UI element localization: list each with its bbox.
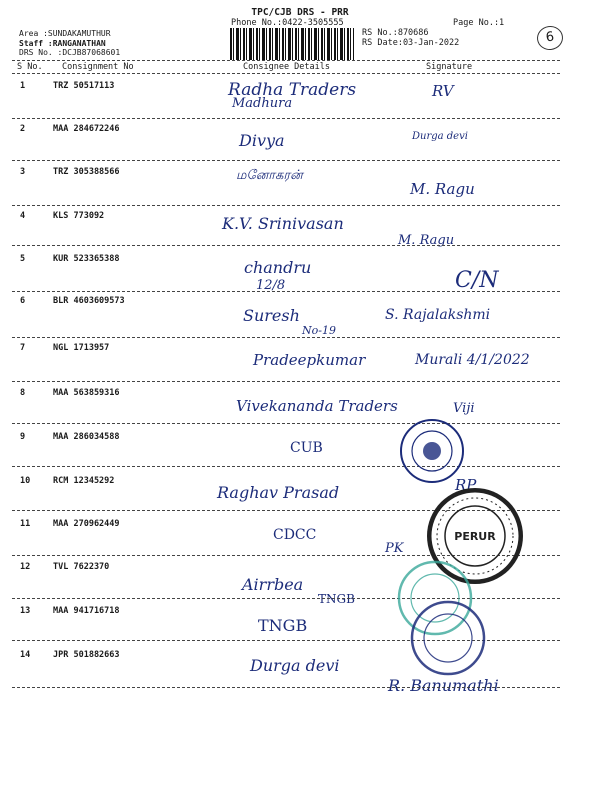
phone-number: Phone No.:0422-3505555 — [231, 18, 344, 28]
column-header-consignee: Consignee Details — [243, 62, 330, 72]
row-consignment: MAA 284672246 — [53, 124, 120, 134]
row-consignment: TVL 7622370 — [53, 562, 110, 572]
column-header-signature: Signature — [426, 62, 473, 72]
rs-number: RS No.:870686 — [362, 28, 429, 38]
row-divider — [12, 466, 560, 467]
row-sno: 12 — [20, 562, 31, 572]
row-consignment: MAA 941716718 — [53, 606, 120, 616]
row-sno: 13 — [20, 606, 31, 616]
row-divider — [12, 291, 560, 292]
row-consignee-note: TNGB — [318, 592, 355, 606]
row-consignment: KUR 523365388 — [53, 254, 120, 264]
row-consignment: TRZ 50517113 — [53, 81, 115, 91]
row-signature: M. Ragu — [410, 180, 475, 198]
row-sno: 8 — [20, 388, 26, 398]
header-divider — [12, 60, 560, 61]
row-divider — [12, 423, 560, 424]
row-sno: 3 — [20, 167, 26, 177]
row-consignee: Pradeepkumar — [253, 351, 366, 369]
city-union-bank-stamp — [399, 418, 465, 484]
row-sno: 14 — [20, 650, 31, 660]
drs-number: DRS No. :DCJB87068601 — [19, 48, 121, 57]
row-signature: Durga devi — [412, 131, 468, 142]
row-consignee: Durga devi — [250, 656, 340, 675]
row-sno: 1 — [20, 81, 26, 91]
page-number: Page No.:1 — [453, 18, 505, 28]
row-consignee: Raghav Prasad — [217, 483, 340, 502]
row-consignee: Radha Traders — [228, 80, 357, 100]
row-signature: RV — [432, 82, 454, 100]
row-divider — [12, 598, 560, 599]
document-title: TPC/CJB DRS - PRR — [251, 7, 349, 18]
row-sno: 11 — [20, 519, 31, 529]
grama-bank-stamp-blue — [410, 600, 486, 676]
row-sno: 6 — [20, 296, 26, 306]
row-signature: Viji — [453, 401, 475, 416]
row-sno: 2 — [20, 124, 26, 134]
row-consignee: TNGB — [258, 616, 308, 635]
row-signature: PK — [385, 541, 404, 556]
row-sno: 4 — [20, 211, 26, 221]
row-sno: 5 — [20, 254, 26, 264]
column-header-consignment: Consignment No — [62, 62, 134, 72]
row-consignment: RCM 12345292 — [53, 476, 115, 486]
row-consignment: JPR 501882663 — [53, 650, 120, 660]
row-consignee-note: No-19 — [302, 324, 336, 337]
row-consignment: MAA 563859316 — [53, 388, 120, 398]
header-divider — [12, 73, 560, 74]
row-divider — [12, 337, 560, 338]
row-consignee: Airrbea — [242, 575, 304, 594]
row-divider — [12, 687, 560, 688]
barcode — [230, 28, 354, 60]
row-divider — [12, 160, 560, 161]
row-consignee: Suresh — [243, 306, 300, 325]
row-consignee: மனோகரன் — [236, 168, 303, 183]
row-consignment: NGL 1713957 — [53, 343, 110, 353]
row-consignment: TRZ 305388566 — [53, 167, 120, 177]
header-left-info — [19, 29, 120, 58]
row-divider — [12, 381, 560, 382]
area-field: Area :SUNDAKAMUTHUR — [19, 29, 111, 38]
stamp-center-text: PERUR — [454, 530, 496, 543]
row-consignee: Vivekananda Traders — [236, 397, 398, 415]
row-divider — [12, 205, 560, 206]
row-signature: S. Rajalakshmi — [385, 307, 491, 323]
row-consignee-note: Madhura — [232, 96, 293, 111]
header-right-info — [362, 29, 459, 48]
row-consignee: K.V. Srinivasan — [222, 214, 344, 233]
row-consignment: BLR 4603609573 — [53, 296, 125, 306]
rs-date: RS Date:03-Jan-2022 — [362, 37, 460, 48]
row-signature: C/N — [455, 268, 499, 293]
row-signature: M. Ragu — [398, 233, 455, 248]
row-sno: 10 — [20, 476, 31, 486]
row-consignee-note: 12/8 — [256, 278, 286, 293]
row-consignee: Divya — [239, 131, 285, 150]
row-sno: 7 — [20, 343, 26, 353]
column-header-sno: S No. — [17, 62, 43, 72]
row-divider — [12, 245, 560, 246]
row-signature: R. Banumathi — [388, 676, 499, 695]
row-consignee: chandru — [244, 258, 312, 277]
row-consignee: CUB — [290, 440, 323, 456]
staff-field: Staff :RANGANATHAN — [19, 38, 106, 48]
row-signature: RP — [455, 476, 477, 494]
circled-page-mark: 6 — [535, 24, 564, 51]
row-consignee: CDCC — [273, 527, 317, 543]
row-divider — [12, 118, 560, 119]
row-consignment: MAA 286034588 — [53, 432, 120, 442]
row-signature: Murali 4/1/2022 — [415, 352, 530, 368]
row-consignment: KLS 773092 — [53, 211, 105, 221]
row-sno: 9 — [20, 432, 26, 442]
row-consignment: MAA 270962449 — [53, 519, 120, 529]
